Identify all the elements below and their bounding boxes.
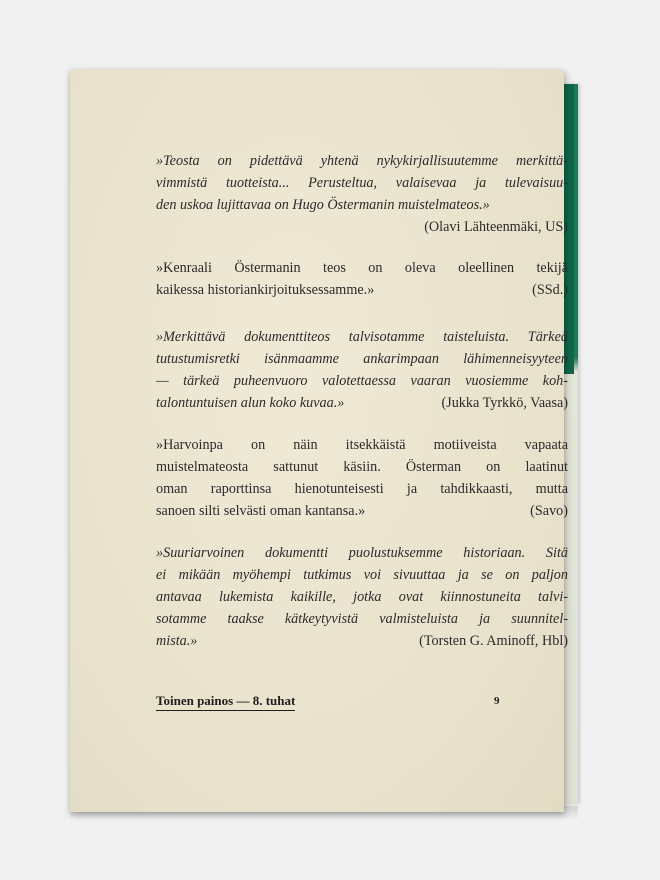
quote-line: »Suuriarvoinen dokumentti puolustuksemme historiaan. Sitä — [156, 545, 568, 561]
quote-line: mista.» — [156, 633, 198, 649]
quote-line: »Kenraali Östermanin teos on oleva oleellinen tekijä — [156, 260, 568, 276]
quote-line: sotamme taakse kätkeytyvistä valmisteluista ja suunnitel- — [156, 611, 568, 627]
quote-line: vimmistä tuotteista... Perusteltua, valaisevaa ja tulevaisuu- — [156, 175, 568, 191]
quote-source: (SSd.) — [532, 282, 568, 298]
review-quote-4 — [156, 434, 568, 522]
quote-source: (Olavi Lähteenmäki, US) — [424, 219, 568, 235]
quote-line: den uskoa lujittavaa on Hugo Östermanin muistelmateos.» — [156, 197, 490, 213]
printer-signature-mark: 9 — [494, 695, 500, 707]
quote-line: »Harvoinpa on näin itsekkäistä motiiveista vapaata — [156, 437, 568, 453]
review-quote-1 — [156, 150, 568, 238]
quote-line: antavaa lukemista kaikille, jotka ovat kiinnostuneita talvi- — [156, 589, 568, 605]
quote-source: (Torsten G. Aminoff, Hbl) — [419, 633, 568, 649]
quote-line: »Merkittävä dokumenttiteos talvisotamme taisteluista. Tärkeä — [156, 329, 568, 345]
quote-line: talontuntuisen alun koko kuvaa.» — [156, 395, 345, 411]
edition-note: Toinen painos — 8. tuhat — [156, 693, 295, 711]
review-quote-3 — [156, 326, 568, 414]
quote-line: — tärkeä puheenvuoro valotettaessa vaaran vuosiemme koh- — [156, 373, 568, 389]
quote-line: muistelmateosta sattunut käsiin. Österman on laatinut — [156, 459, 568, 475]
quote-source: (Jukka Tyrkkö, Vaasa) — [441, 395, 568, 411]
book-back-cover — [70, 70, 568, 812]
review-quote-5 — [156, 542, 568, 652]
quote-line: kaikessa historiankirjoituksessamme.» — [156, 282, 375, 298]
quote-line: »Teosta on pidettävä yhtenä nykykirjallisuutemme merkittä- — [156, 153, 568, 169]
quote-line: oman raporttinsa hienotunteisesti ja tahdikkaasti, mutta — [156, 481, 568, 497]
quote-line: tutustumisretki isänmaamme ankarimpaan lähimenneisyyteen — [156, 351, 568, 367]
review-quote-2 — [156, 257, 568, 301]
quote-source: (Savo) — [530, 503, 568, 519]
quote-line: ei mikään myöhempi tutkimus voi sivuuttaa ja se on paljon — [156, 567, 568, 583]
quote-line: sanoen silti selvästi oman kantansa.» — [156, 503, 366, 519]
